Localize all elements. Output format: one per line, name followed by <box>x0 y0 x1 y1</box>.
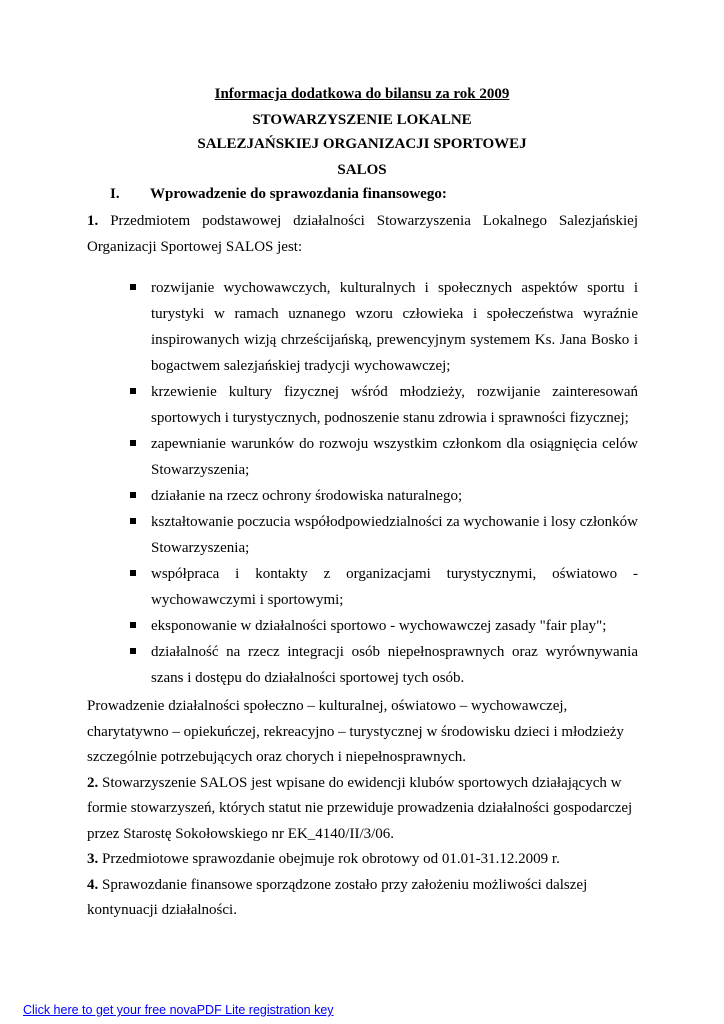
activity-paragraph: Prowadzenie działalności społeczno – kulturalnej, oświatowo – wychowawczej, charytatywno – opiekuńczej, rekreacyjno – turystycznej w środowisku dzieci i młodzieży szczególnie potrzebujących oraz chorych i niepełnosprawnych. <box>87 698 624 765</box>
list-item: zapewnianie warunków do rozwoju wszystkim członkom dla osiągnięcia celów Stowarzyszenia; <box>130 431 638 483</box>
heading-line-1: STOWARZYSZENIE LOKALNE <box>252 112 472 128</box>
closing-paragraphs <box>87 694 638 924</box>
paragraph-1 <box>87 209 638 260</box>
paragraph-1-text: Przedmiotem podstawowej działalności Stowarzyszenia Lokalnego Salezjańskiej Organizacji Sportowej SALOS jest: <box>87 213 639 255</box>
paragraph-3-text: Przedmiotowe sprawozdanie obejmuje rok obrotowy od 01.01-31.12.2009 r. <box>102 851 560 867</box>
bullet-square-icon <box>130 492 136 498</box>
bullet-square-icon <box>130 388 136 394</box>
paragraph-2 <box>87 771 638 848</box>
list-item: krzewienie kultury fizycznej wśród młodzieży, rozwijanie zainteresowań sportowych i turystycznych, podnoszenie stanu zdrowia i sprawności fizycznej; <box>130 379 638 431</box>
bullet-square-icon <box>130 440 136 446</box>
paragraph-2-number: 2. <box>87 774 99 791</box>
bullet-square-icon <box>130 648 136 654</box>
paragraph-4-number: 4. <box>87 876 99 893</box>
heading-line-3: SALOS <box>337 162 387 178</box>
list-item: działanie na rzecz ochrony środowiska naturalnego; <box>130 483 638 509</box>
heading-line-2: SALEZJAŃSKIEJ ORGANIZACJI SPORTOWEJ <box>197 136 527 152</box>
section-heading <box>110 186 447 203</box>
bullet-square-icon <box>130 570 136 576</box>
paragraph-3 <box>87 847 638 873</box>
list-item: eksponowanie w działalności sportowo - wychowawczej zasady "fair play"; <box>130 613 638 639</box>
bullet-square-icon <box>130 622 136 628</box>
paragraph-2-text: Stowarzyszenie SALOS jest wpisane do ewidencji klubów sportowych działających w formie stowarzyszeń, których statut nie przewiduje prowadzenia działalności gospodarczej przez Starostę Sokołowskiego nr EK_4140/II/3/06. <box>87 774 633 842</box>
paragraph-4 <box>87 873 638 924</box>
section-number: I. <box>110 186 120 202</box>
list-item: współpraca i kontakty z organizacjami turystycznymi, oświatowo - wychowawczymi i sportowymi; <box>130 561 638 613</box>
section-title: Wprowadzenie do sprawozdania finansowego: <box>150 186 447 202</box>
bullet-square-icon <box>130 284 136 290</box>
list-item: działalność na rzecz integracji osób niepełnosprawnych oraz wyrównywania szans i dostępu do działalności sportowej tych osób. <box>130 639 638 691</box>
paragraph-3-number: 3. <box>87 851 99 867</box>
list-item: rozwijanie wychowawczych, kulturalnych i społecznych aspektów sportu i turystyki w ramach uznanego wzoru człowieka i społeczeństwa wyraźnie inspirowanych wizją chrześcijańską, prewencyjnym systemem Ks. Jana Bosko i bogactwem salezjańskiej tradycji wychowawczej; <box>130 275 638 379</box>
paragraph-4-text: Sprawozdanie finansowe sporządzone zostało przy założeniu możliwości dalszej kontynuacji działalności. <box>87 876 588 918</box>
document-title: Informacja dodatkowa do bilansu za rok 2009 <box>214 86 510 102</box>
paragraph-1-number: 1. <box>87 213 99 229</box>
registration-key-link[interactable]: Click here to get your free novaPDF Lite registration key <box>23 1003 334 1017</box>
objectives-list <box>130 275 638 691</box>
bullet-square-icon <box>130 518 136 524</box>
list-item: kształtowanie poczucia współodpowiedzialności za wychowanie i losy członków Stowarzyszenia; <box>130 509 638 561</box>
